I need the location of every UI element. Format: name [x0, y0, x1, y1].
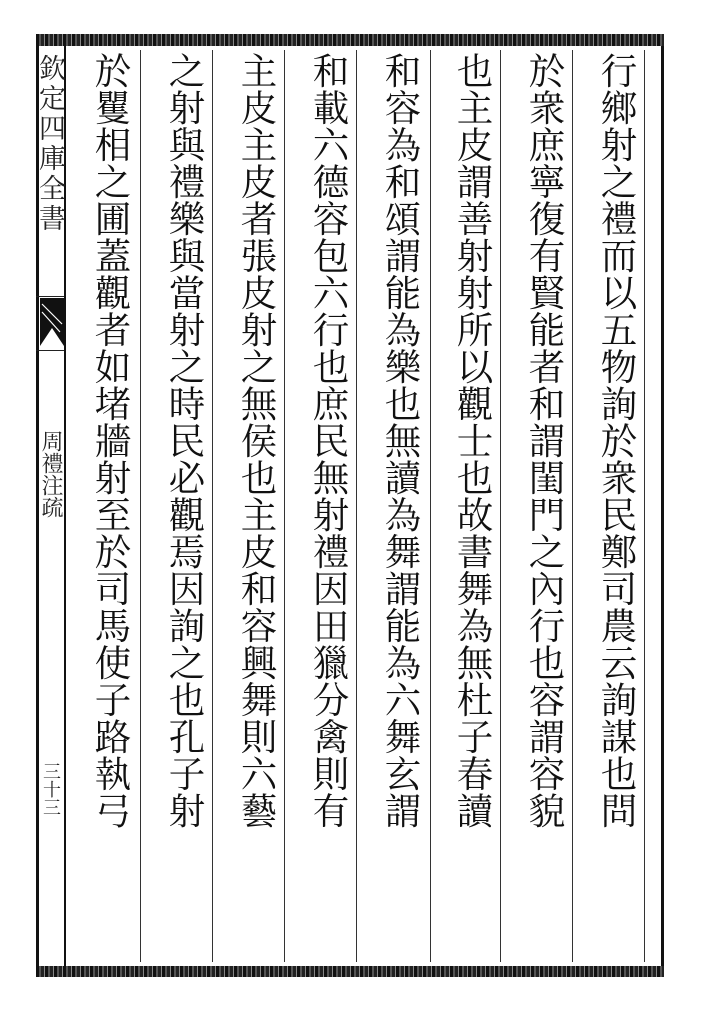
text-column-4: 和容為和頌謂能為樂也無讀為舞謂能為六舞玄謂 [379, 52, 422, 829]
margin-book-title: 周禮注疏 [38, 430, 63, 518]
column-rule [572, 50, 573, 962]
column-rule [500, 50, 501, 962]
margin-title: 欽定四庫全書 [34, 54, 65, 234]
column-rule [430, 50, 431, 962]
text-column-6: 主皮主皮者張皮射之無侯也主皮和容興舞則六藝 [235, 52, 278, 829]
column-rule [284, 50, 285, 962]
text-column-5: 和載六德容包六行也庶民無射禮因田獵分禽則有 [307, 52, 350, 829]
text-column-8: 於矍相之圃蓋觀者如堵牆射至於司馬使子路執弓 [89, 52, 132, 829]
text-column-1: 行鄉射之禮而以五物詢於衆民鄭司農云詢謀也問 [595, 52, 638, 829]
margin-rule-top [36, 296, 64, 297]
bottom-border [36, 966, 664, 977]
column-rule [356, 50, 357, 962]
text-column-3: 也主皮謂善射射所以觀士也故書舞為無杜子春讀 [451, 52, 494, 829]
margin-rule-bottom [36, 350, 64, 351]
text-column-2: 於衆庶寧復有賢能者和謂閨門之內行也容謂容貌 [523, 52, 566, 829]
margin-page-number: 三十三 [40, 762, 61, 816]
column-rule [644, 50, 645, 962]
column-rule [140, 50, 141, 962]
column-rule [212, 50, 213, 962]
text-column-7: 之射與禮樂與當射之時民必觀焉因詢之也孔子射 [163, 52, 206, 829]
fish-tail-mark [40, 298, 64, 346]
top-border [36, 34, 664, 46]
